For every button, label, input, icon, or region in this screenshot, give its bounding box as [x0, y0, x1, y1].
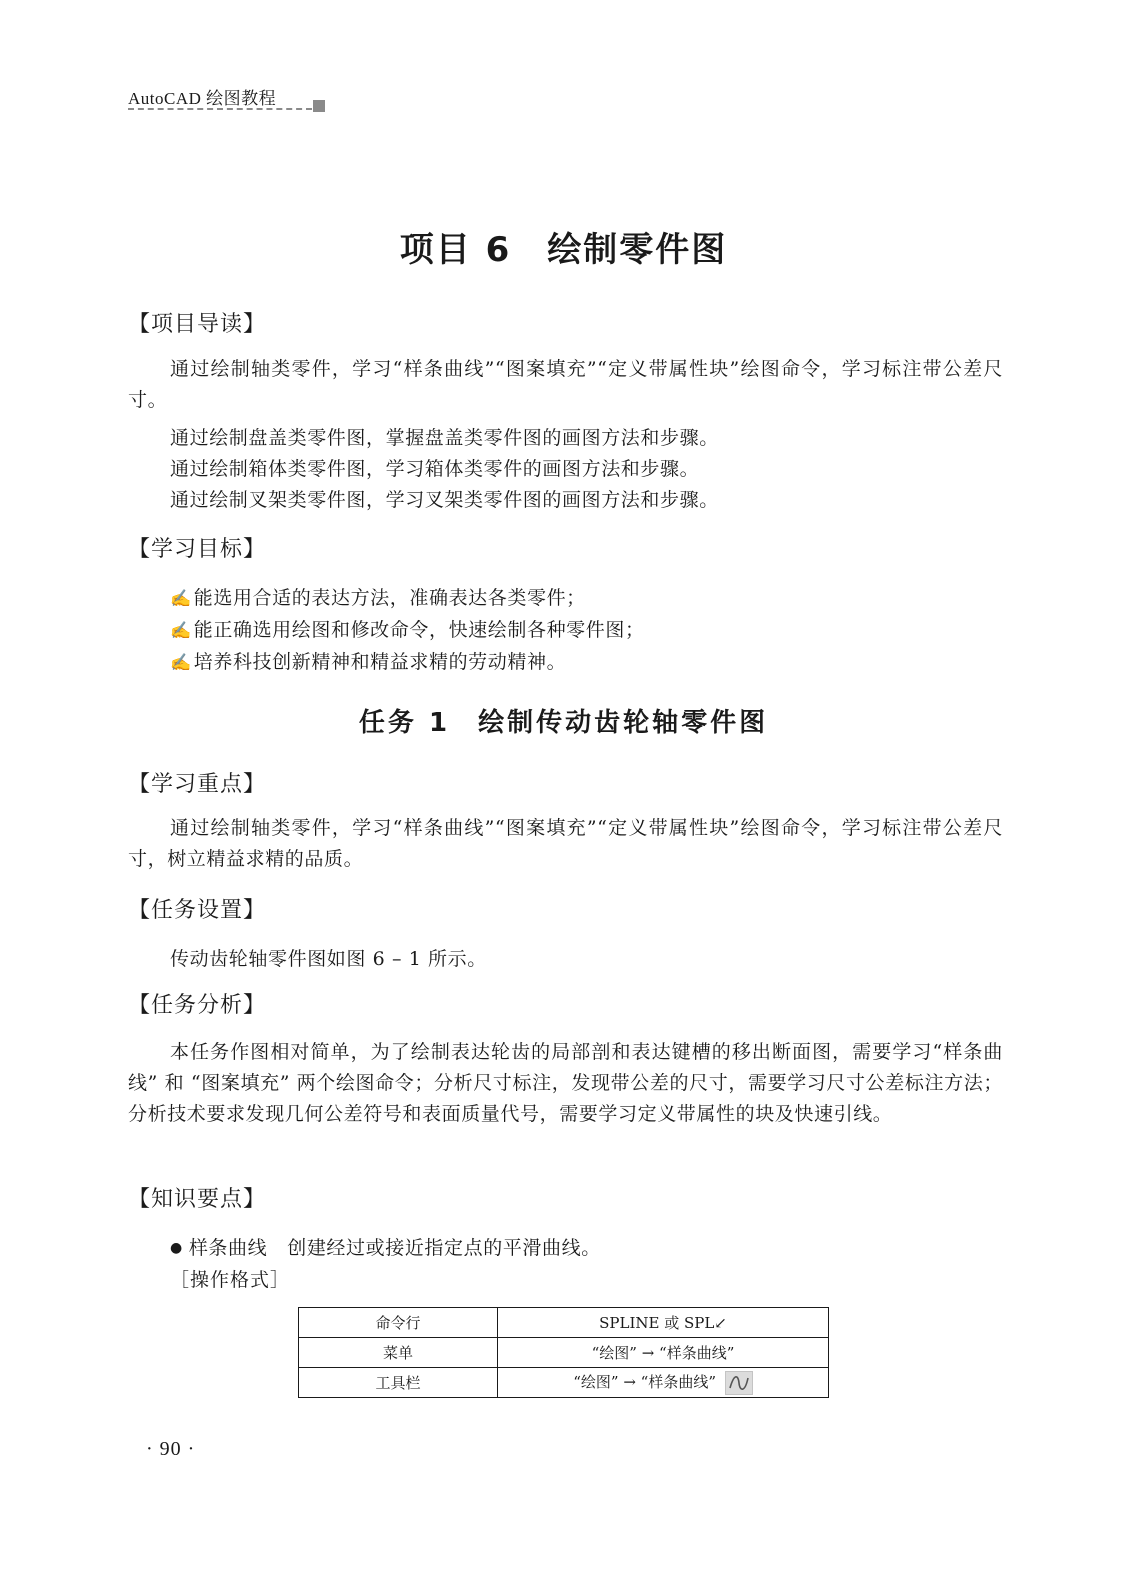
pen-icon: ✍: [170, 621, 192, 641]
command-table: [298, 1307, 829, 1398]
guide-line-4: 通过绘制叉架类零件图，学习叉架类零件图的画图方法和步骤。: [170, 489, 719, 511]
pen-icon: ✍: [170, 653, 192, 673]
knowledge-desc: 创建经过或接近指定点的平滑曲线。: [287, 1237, 601, 1259]
project-title: [0, 222, 1127, 271]
running-head-title: AutoCAD 绘图教程: [128, 89, 277, 108]
running-head-marker: [313, 100, 325, 112]
setup-paragraph: 传动齿轮轴零件图如图 6 – 1 所示。: [170, 948, 487, 970]
spline-icon: [725, 1371, 753, 1395]
project-name: 绘制零件图: [547, 230, 728, 270]
guide-line-2: 通过绘制盘盖类零件图，掌握盘盖类零件图的画图方法和步骤。: [170, 427, 719, 449]
knowledge-term: 样条曲线: [188, 1237, 268, 1259]
page-number: · 90 ·: [146, 1438, 196, 1460]
table-cell-label: 菜单: [299, 1338, 498, 1368]
goal-item-1: ✍ 能选用合适的表达方法，准确表达各类零件；: [170, 587, 586, 609]
table-row: [299, 1368, 829, 1398]
section-heading-guide: 【项目导读】: [128, 312, 267, 337]
task-number: 任务 1: [358, 708, 451, 738]
section-heading-knowledge: 【知识要点】: [128, 1187, 267, 1212]
table-row: [299, 1308, 829, 1338]
table-cell-value: “绘图” → “样条曲线”: [498, 1338, 829, 1368]
table-cell-value: SPLINE 或 SPL↙: [498, 1308, 829, 1338]
section-heading-key-points: 【学习重点】: [128, 772, 267, 797]
bullet-icon: ●: [170, 1240, 183, 1256]
section-heading-goals: 【学习目标】: [128, 537, 267, 562]
pen-icon: ✍: [170, 589, 192, 609]
section-heading-setup: 【任务设置】: [128, 898, 267, 923]
guide-line-3: 通过绘制箱体类零件图，学习箱体类零件的画图方法和步骤。: [170, 458, 700, 480]
goal-item-2: ✍ 能正确选用绘图和修改命令，快速绘制各种零件图；: [170, 619, 645, 641]
table-cell-label: 命令行: [299, 1308, 498, 1338]
operation-format-label: ［操作格式］: [170, 1269, 291, 1291]
analysis-paragraph: 本任务作图相对简单，为了绘制表达轮齿的局部剖和表达键槽的移出断面图，需要学习“样条曲线” 和 “图案填充” 两个绘图命令；分析尺寸标注，发现带公差的尺寸，需要学习尺寸公差标注方法；分析技术要求发现几何公差符号和表面质量代号，需要学习定义带属性的块及快速引线。: [128, 1041, 1003, 1125]
running-head-rule: [128, 108, 312, 110]
goal-item-3: ✍ 培养科技创新精神和精益求精的劳动精神。: [170, 651, 567, 673]
key-points-paragraph: 通过绘制轴类零件，学习“样条曲线”“图案填充”“定义带属性块”绘图命令，学习标注带公差尺寸，树立精益求精的品质。: [128, 817, 1003, 870]
knowledge-bullet: [170, 1233, 601, 1260]
task-name: 绘制传动齿轮轴零件图: [478, 708, 769, 738]
section-heading-analysis: 【任务分析】: [128, 993, 267, 1018]
project-number: 项目 6: [399, 230, 512, 270]
task-title: [0, 702, 1127, 739]
table-cell-value-with-icon: “绘图” → “样条曲线”: [498, 1368, 829, 1398]
guide-paragraph-1: 通过绘制轴类零件，学习“样条曲线”“图案填充”“定义带属性块”绘图命令，学习标注带公差尺寸。: [128, 358, 1003, 411]
table-cell-label: 工具栏: [299, 1368, 498, 1398]
table-row: [299, 1338, 829, 1368]
